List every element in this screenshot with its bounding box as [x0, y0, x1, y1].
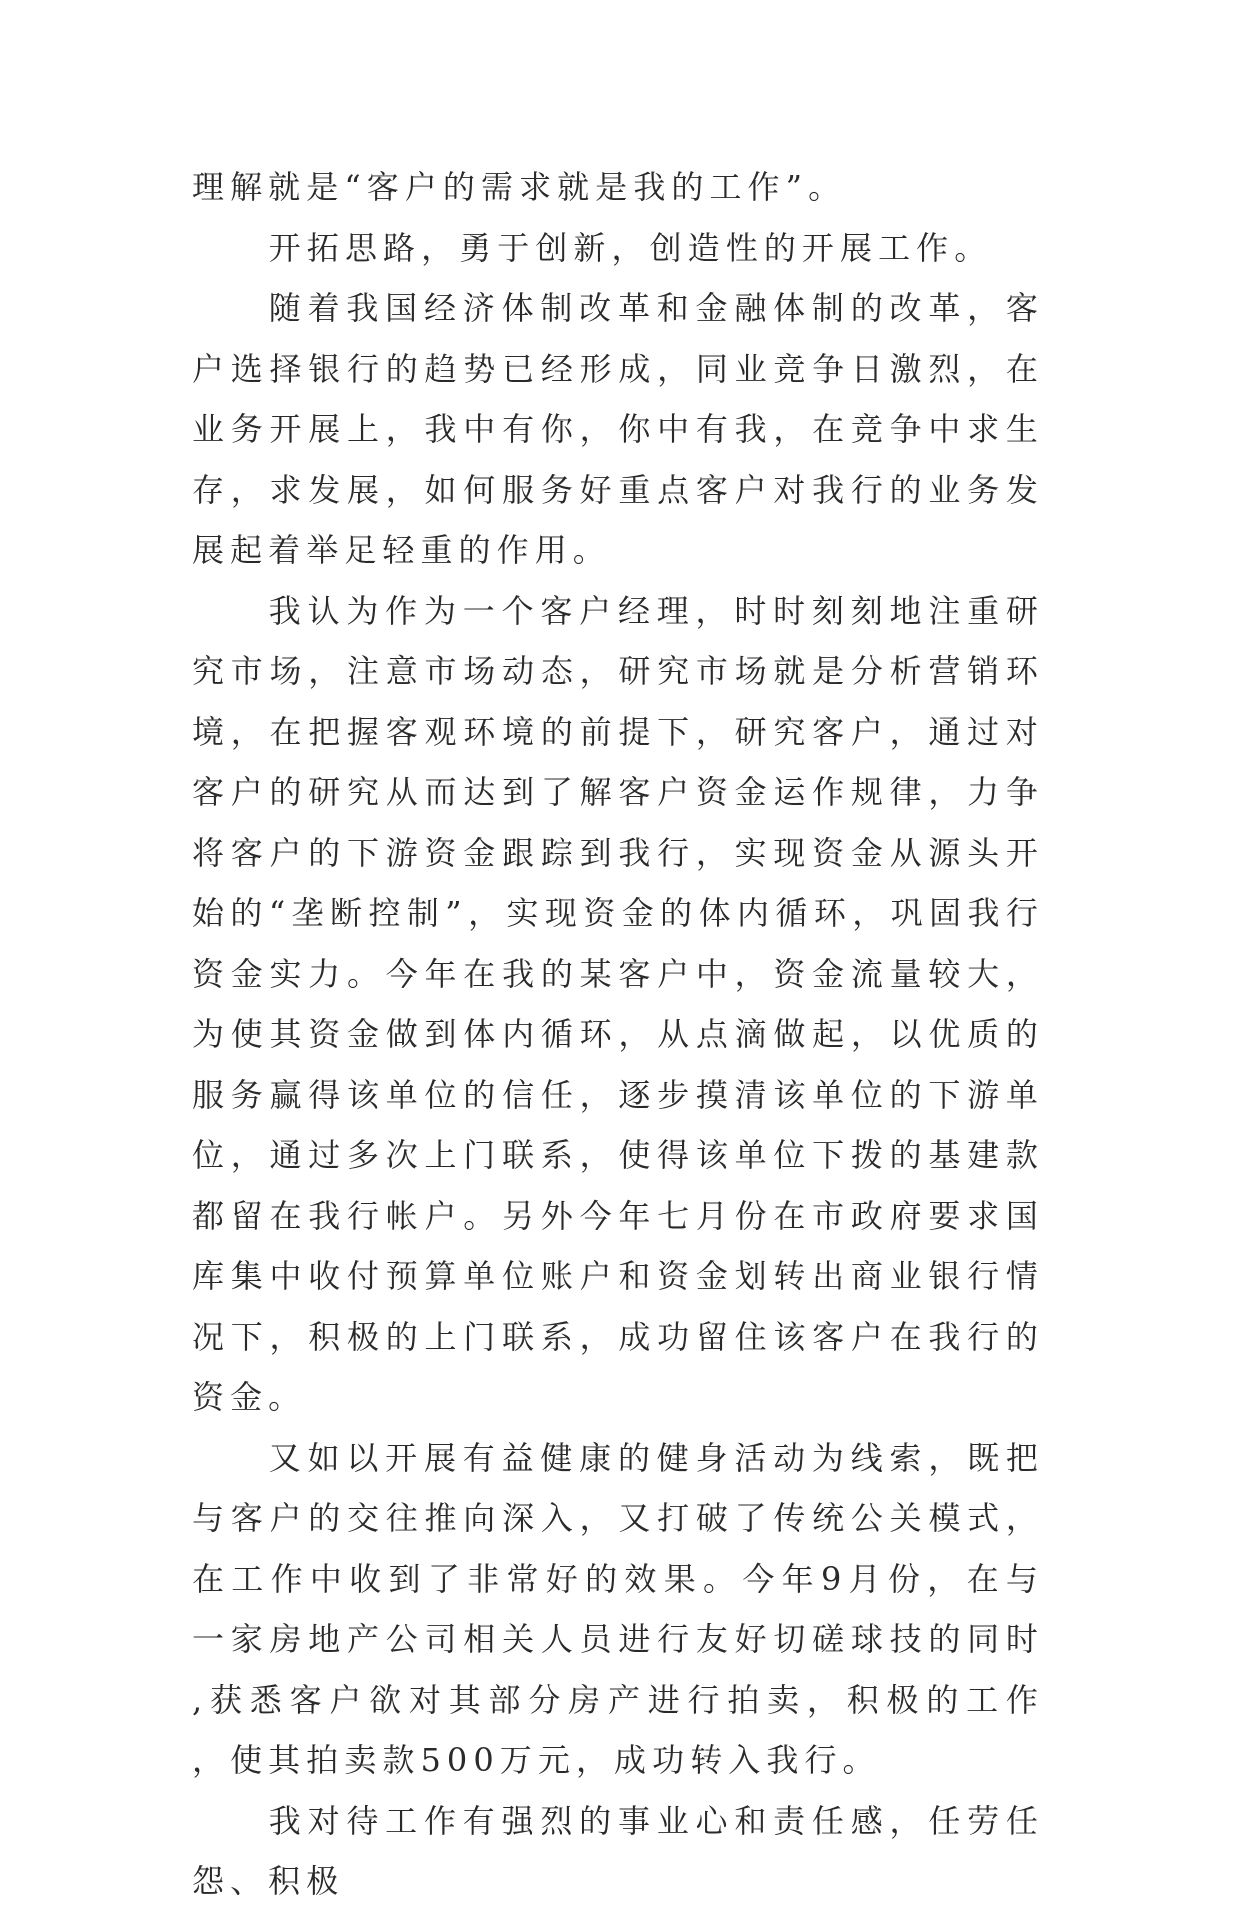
paragraph-1: 理解就是“客户的需求就是我的工作”。 — [192, 168, 847, 206]
paragraph-3: 随着我国经济体制改革和金融体制的改革，客户选择银行的趋势已经形成，同业竞争日激烈，在业务开展上，我中有你，你中有我，在竞争中求生存，求发展，如何服务好重点客户对我行的业务发展起着举足轻重的作用。 — [192, 289, 1044, 569]
paragraph-2: 开拓思路，勇于创新，创造性的开展工作。 — [268, 228, 993, 267]
paragraph-5: 又如以开展有益健康的健身活动为线索，既把与客户的交往推向深入，又打破了传统公关模式，在工作中收到了非常好的效果。今年9月份，在与一家房地产公司相关人员进行友好切磋球技的同时,获悉客户欲对其部分房产进行拍卖，积极的工作，使其拍卖款500万元，成功转入我行。 — [192, 1438, 1044, 1779]
paragraph-6: 我对待工作有强烈的事业心和责任感，任劳任怨、积极 — [192, 1801, 1044, 1900]
paragraph-4: 我认为作为一个客户经理，时时刻刻地注重研究市场，注意市场动态，研究市场就是分析营销环境，在把握客观环境的前提下，研究客户，通过对客户的研究从而达到了解客户资金运作规律，力争将客户的下游资金跟踪到我行，实现资金从源头开始的“垄断控制”，实现资金的体内循环，巩固我行资金实力。今年在我的某客户中，资金流量较大，为使其资金做到体内循环，从点滴做起，以优质的服务赢得该单位的信任，逐步摸清该单位的下游单位，通过多次上门联系，使得该单位下拨的基建款都留在我行帐户。另外今年七月份在市政府要求国库集中收付预算单位账户和资金划转出商业银行情况下，积极的上门联系，成功留住该客户在我行的资金。 — [192, 591, 1044, 1416]
document-body — [192, 157, 1044, 1912]
